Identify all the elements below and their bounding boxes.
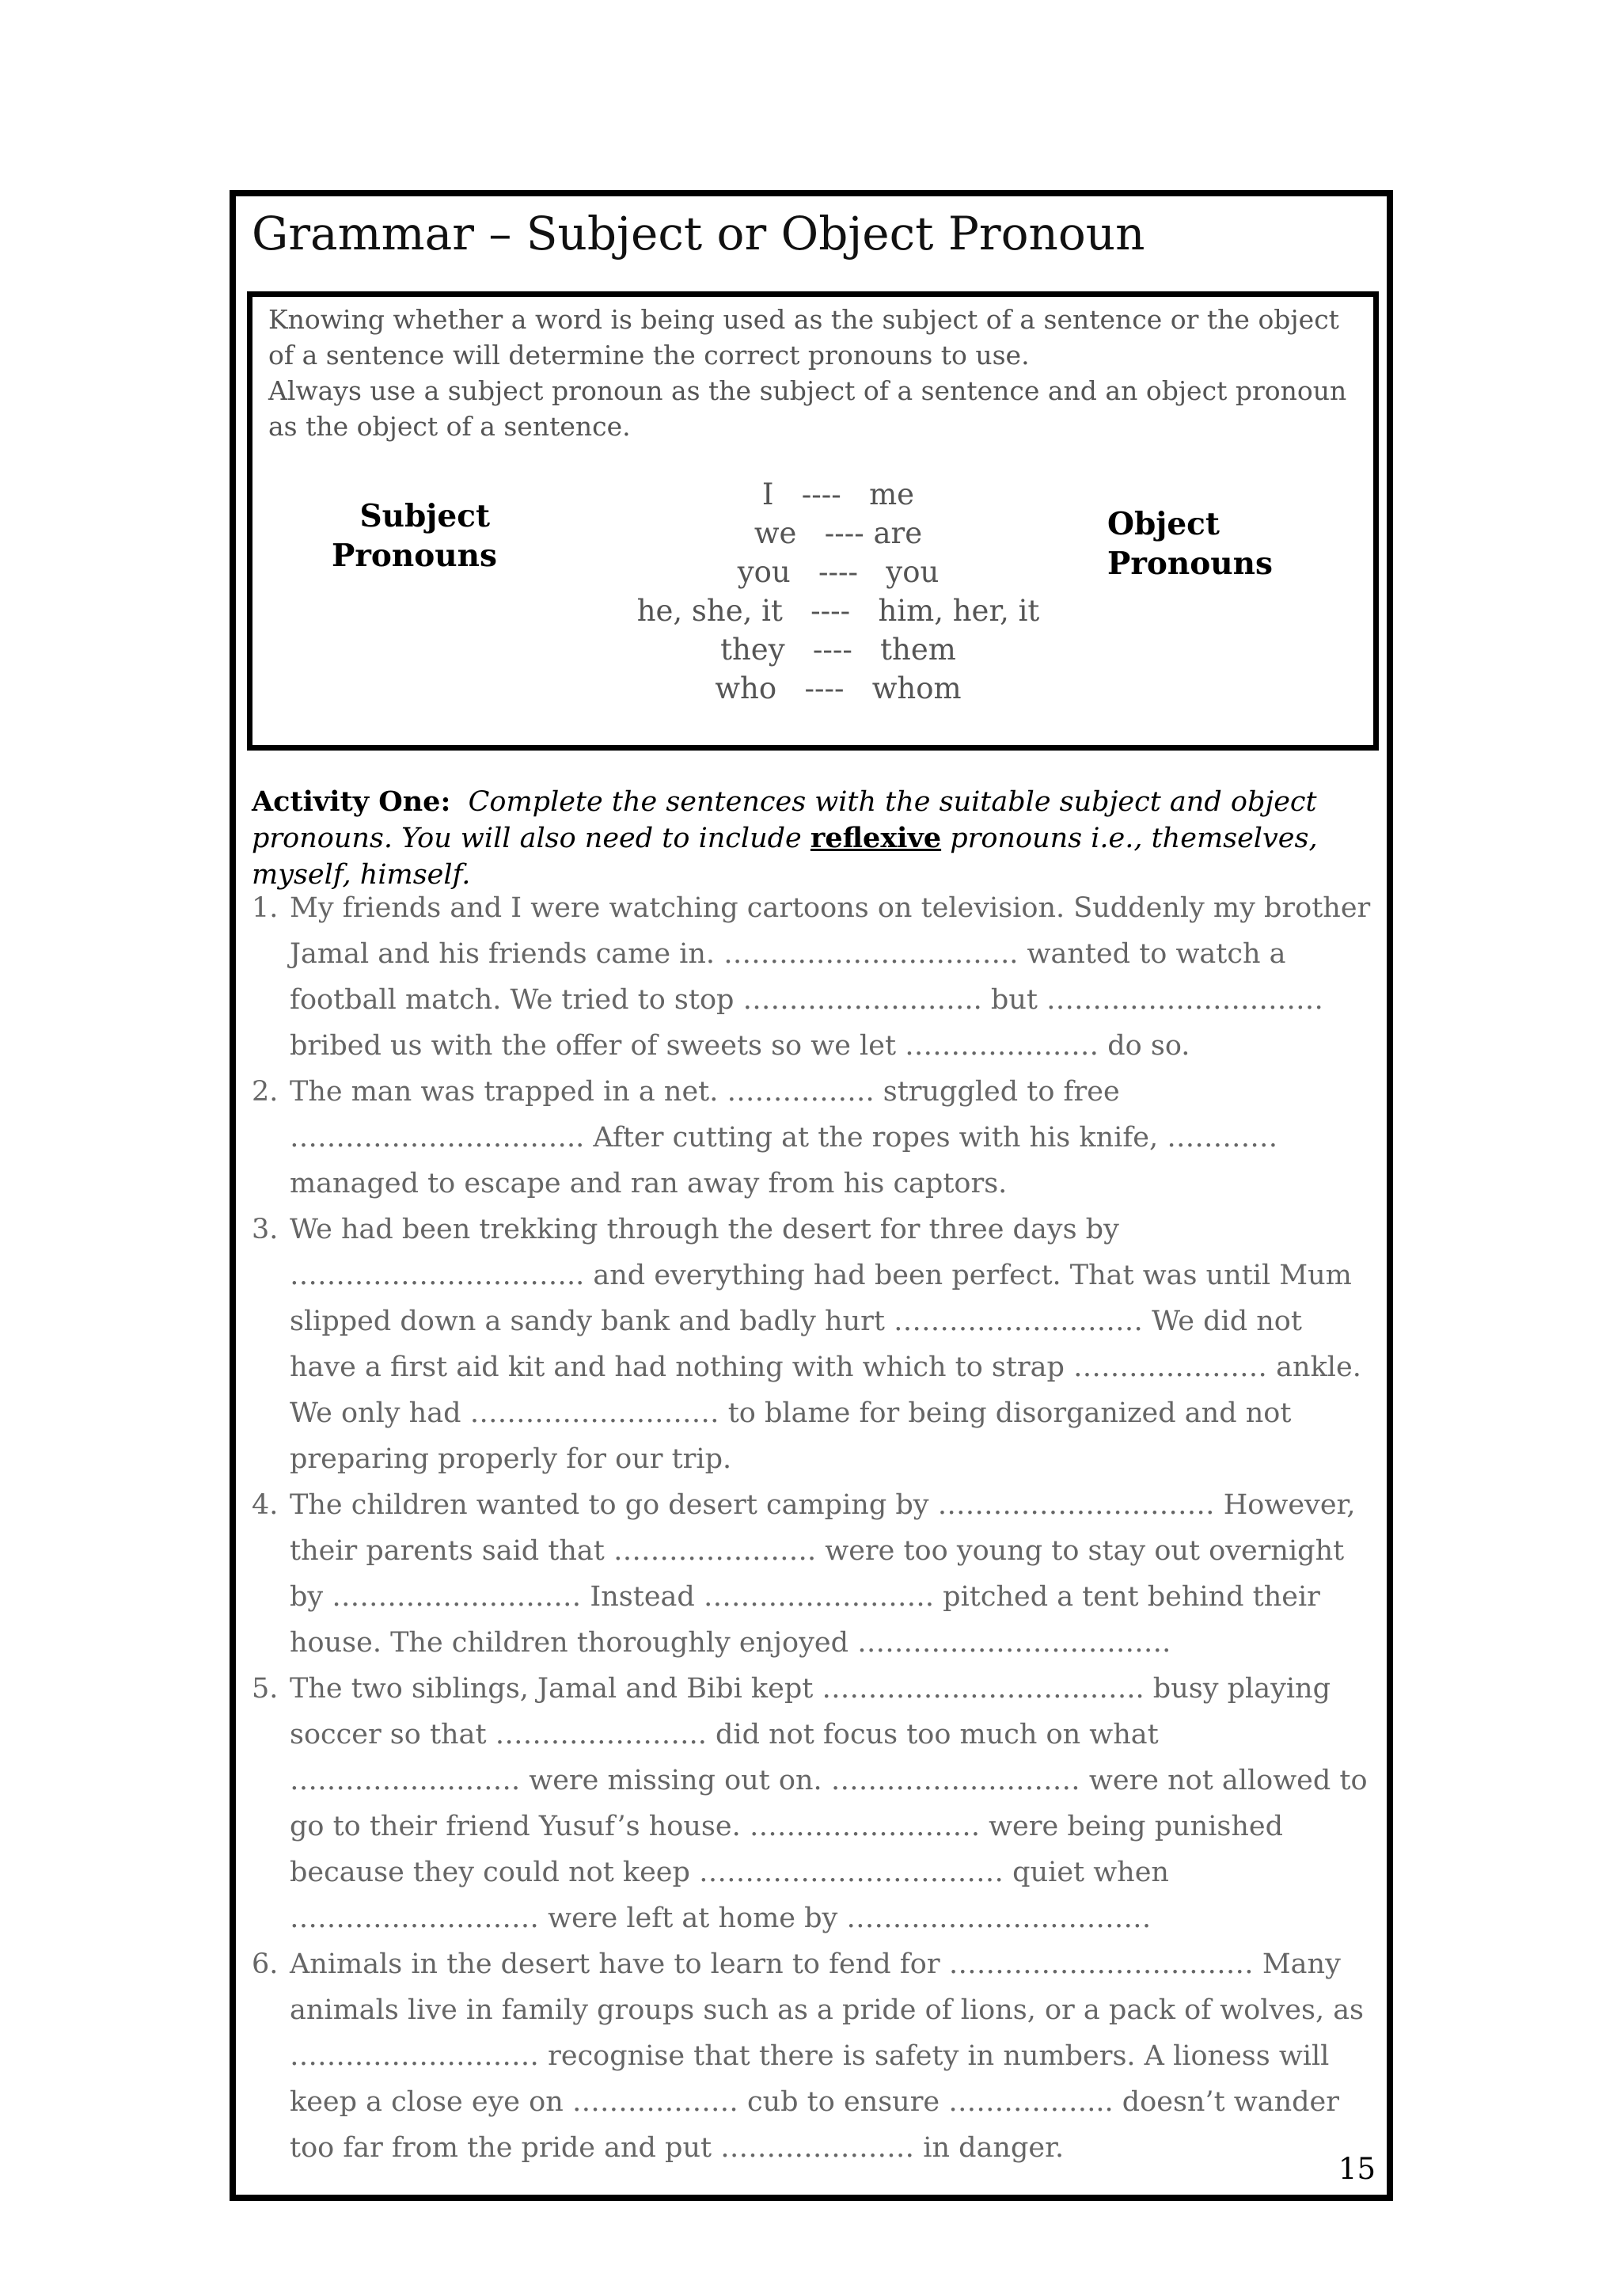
question-number: 5. [252,1673,279,1705]
question-text: Animals in the desert have to learn to fend for …………………………… Many animals live in family groups such as a pride of lions, or a pack of wolves, as ……………………… recognise that there is safety in numbers. A lioness will keep a close eye on ……………… cub to ensure ……………... doesn’t wander too far from the pride and put ………………… in danger. [290,1948,1365,2164]
page-number: 15 [1338,2152,1376,2186]
intro-text [268,302,1361,444]
page-title: Grammar – Subject or Object Pronoun [252,207,1145,260]
question-number: 1. [252,892,279,924]
activity-instructions [252,784,1376,893]
pronoun-pair: he, she, it ---- him, her, it [636,594,1040,628]
question-text: The two siblings, Jamal and Bibi kept …………………………….. busy playing soccer so that ………………….. did not focus too much on what ……………………. were missing out on. ……………………… were not allowed to go to their friend Yusuf’s house. ……………………. were being punished because they could not keep …………………………… quiet when ……………………… were left at home by …………………………… [290,1673,1368,1934]
pronoun-pairs-list [569,475,1107,708]
pronoun-pair: who ---- whom [715,671,962,705]
question-text: The man was trapped in a net. ……………. struggled to free ………………………….. After cutting at the ropes with his knife, ………… managed to escape and ran away from his captors. [290,1076,1278,1199]
question-text: The children wanted to go desert camping by ………………………… However, their parents said that …………………. were too young to stay out overnight by ……………………… Instead ……………………. pitched a tent behind their house. The children thoroughly enjoyed ……………………………. [290,1489,1356,1659]
intro-line-2: Always use a subject pronoun as the subject of a sentence and an object pronoun as the object of a sentence. [268,375,1347,442]
question-number: 4. [252,1489,279,1521]
activity-instruction-part-1: Complete the sentences with the suitable subject and object pronouns. You will also need to include [252,786,1317,854]
subject-pronouns-label [332,496,497,576]
object-label-line-1: Object [1107,506,1220,542]
question-item [252,1941,1376,2171]
question-item [252,1207,1376,1482]
pronoun-pair: you ---- you [737,555,940,589]
activity-instruction-part-2: pronouns i.e., themselves, myself, himself. [252,823,1318,891]
question-number: 2. [252,1076,279,1108]
question-number: 3. [252,1214,279,1245]
question-item [252,1666,1376,1941]
pronoun-pair: we ---- are [754,516,923,550]
question-item [252,885,1376,1069]
worksheet-frame [230,190,1393,2201]
intro-line-1: Knowing whether a word is being used as the subject of a sentence or the object of a sentence will determine the correct pronouns to use. [268,304,1339,371]
question-text: We had been trekking through the desert for three days by ………………………….. and everything had been perfect. That was until Mum slipped down a sandy bank and badly hurt ……………………… We did not have a first aid kit and had nothing with which to strap ………………… ankle. We only had ……………………… to blame for being disorganized and not preparing properly for our trip. [290,1214,1361,1475]
pronoun-pair: I ---- me [761,477,915,511]
activity-keyword: reflexive [810,822,942,854]
object-pronouns-label [1107,504,1273,584]
subject-label-line-2: Pronouns [332,538,497,574]
object-label-line-2: Pronouns [1107,545,1273,582]
question-item [252,1482,1376,1666]
question-item [252,1069,1376,1207]
subject-label-line-1: Subject [359,498,490,534]
pronoun-pair: they ---- them [720,633,956,667]
question-text: My friends and I were watching cartoons on television. Suddenly my brother Jamal and his friends came in. ………………………….. wanted to watch a football match. We tried to stop …………………….. but ………………………… bribed us with the offer of sweets so we let ………………… do so. [290,892,1371,1062]
intro-box [247,291,1379,751]
question-number: 6. [252,1948,279,1980]
question-list [252,885,1376,2171]
activity-heading: Activity One: [252,785,451,818]
